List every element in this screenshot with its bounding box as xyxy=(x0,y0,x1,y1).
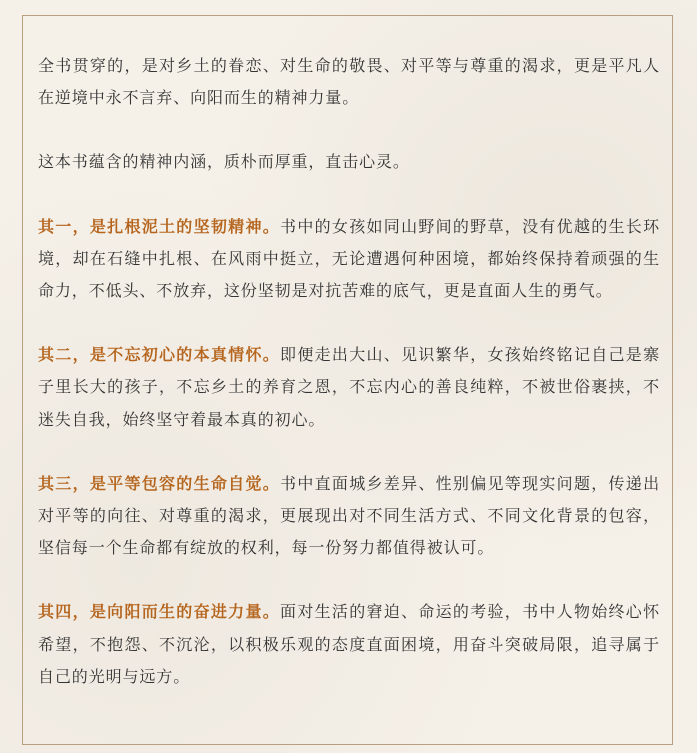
article-body xyxy=(38,50,660,693)
paragraph-text: 书中直面城乡差异、性别偏见等现实问题，传递出对平等的向往、对尊重的渴求，更展现出对不同生活方式、不同文化背景的包容，坚信每一个生命都有绽放的权利，每一份努力都值得被认可。 xyxy=(38,473,660,558)
paragraph-lead: 其二，是不忘初心的本真情怀。 xyxy=(38,345,281,365)
paragraph-text: 面对生活的窘迫、命运的考验，书中人物始终心怀希望，不抱怨、不沉沦，以积极乐观的态度直面困境，用奋斗突破局限，追寻属于自己的光明与远方。 xyxy=(38,602,660,686)
paragraph-summary xyxy=(38,146,660,178)
paragraph-text: 这本书蕴含的精神内涵，质朴而厚重，直击心灵。 xyxy=(38,152,410,172)
paragraph-point-3 xyxy=(38,468,660,565)
paragraph-point-4 xyxy=(38,596,660,693)
paragraph-intro xyxy=(38,50,660,114)
paragraph-point-1 xyxy=(38,211,660,308)
paragraph-text: 即便走出大山、见识繁华，女孩始终铭记自己是寨子里长大的孩子，不忘乡土的养育之恩，不忘内心的善良纯粹，不被世俗裹挟，不迷失自我，始终坚守着最本真的初心。 xyxy=(38,345,660,429)
paragraph-point-2 xyxy=(38,339,660,436)
paragraph-text: 全书贯穿的，是对乡土的眷恋、对生命的敬畏、对平等与尊重的渴求，更是平凡人在逆境中永不言弃、向阳而生的精神力量。 xyxy=(38,56,660,108)
paragraph-text: 书中的女孩如同山野间的野草，没有优越的生长环境，却在石缝中扎根、在风雨中挺立，无论遭遇何种困境，都始终保持着顽强的生命力，不低头、不放弃，这份坚韧是对抗苦难的底气，更是直面人生的勇气。 xyxy=(38,216,660,301)
paragraph-lead: 其三，是平等包容的生命自觉。 xyxy=(38,473,281,493)
paragraph-lead: 其四，是向阳而生的奋进力量。 xyxy=(38,602,281,622)
paragraph-lead: 其一，是扎根泥土的坚韧精神。 xyxy=(38,216,281,236)
